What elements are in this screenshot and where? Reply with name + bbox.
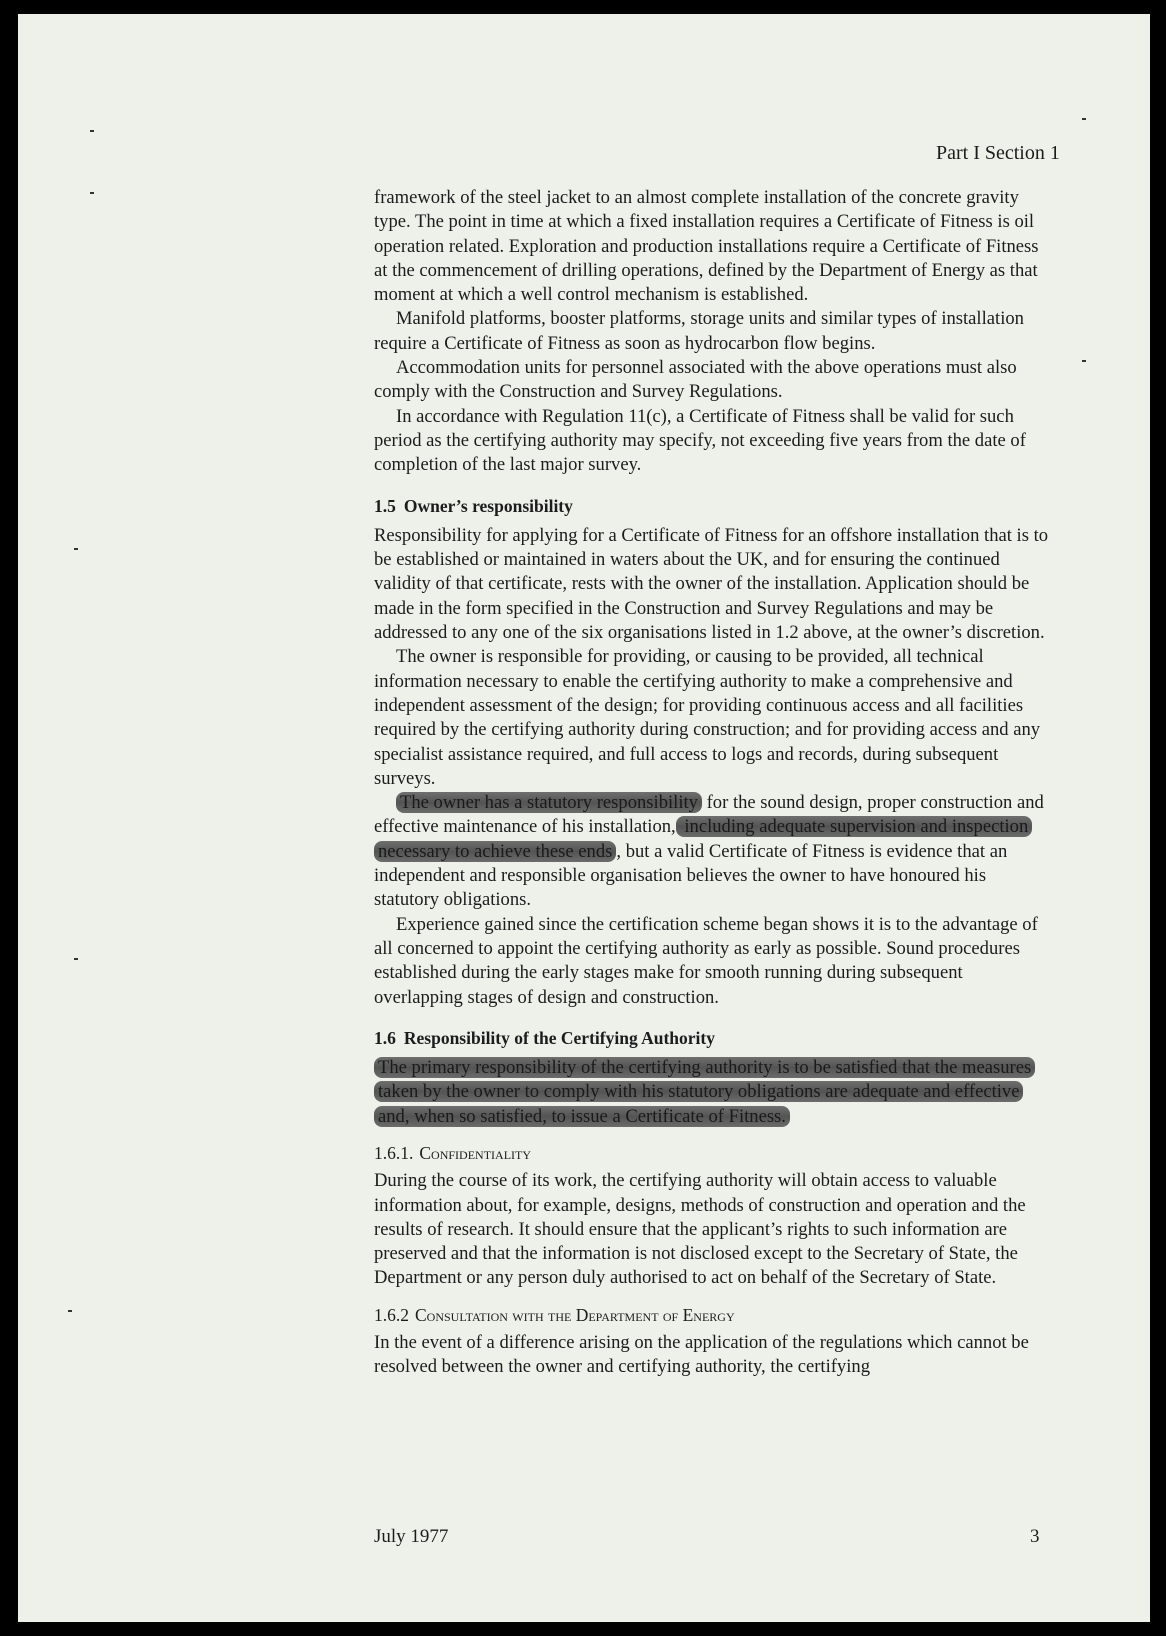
paragraph: Accommodation units for personnel associated with the above operations must also comply with the Construction and Survey Regulations. [374,357,1017,403]
body-text [374,186,1054,1380]
section-heading-1-5 [374,494,1054,518]
subsection-heading-1-6-2 [374,1303,1054,1327]
section-number: 1.6 [374,1027,396,1048]
subsection-number: 1.6.1. [374,1142,414,1163]
paragraph: framework of the steel jacket to an almost complete installation of the concrete gravity type. The point in time at which a fixed installation requires a Certificate of Fitness is oil operation related. Exploration and production installations require a Certificate of Fitness at the commencement of drilling operations, defined by the Department of Energy as that moment at which a well control mechanism is established. [374,187,1039,306]
scanned-page [18,14,1150,1622]
paragraph: In accordance with Regulation 11(c), a Certificate of Fitness shall be valid for such period as the certifying authority may specify, not exceeding five years from the date of completion of the last major survey. [374,405,1026,476]
running-head: Part I Section 1 [936,142,1060,164]
paragraph: Experience gained since the certification scheme began shows it is to the advantage of all concerned to appoint the certifying authority as early as possible. Sound procedures established during the early stages make for smooth running during subsequent overlapping stages of design and construction. [374,913,1038,1008]
paragraph [374,791,1054,912]
paragraph: Responsibility for applying for a Certificate of Fitness for an offshore installation that is to be established or maintained in waters about the UK, and for ensuring the continued validity of that certificate, rests with the owner of the installation. Application should be made in the form specified in the Construction and Survey Regulations and may be addressed to any one of the six organisations listed in 1.2 above, at the owner’s discretion. [374,524,1049,644]
section-title: Responsibility of the Certifying Authority [403,1027,715,1048]
subsection-title: Consultation with the Department of Energy [415,1304,735,1325]
scan-speck [74,548,78,550]
page-number: 3 [1030,1526,1040,1547]
subsection-number: 1.6.2 [374,1304,409,1325]
paragraph: During the course of its work, the certifying authority will obtain access to valuable information about, for example, designs, methods of construction and operation and the results of research. It should ensure that the applicant’s rights to such information are preserved and that the information is not disclosed except to the Secretary of State, the Department or any person duly authorised to act on behalf of the Secretary of State. [374,1170,1026,1289]
scan-speck [90,192,94,194]
scan-speck [1082,118,1086,120]
highlighted-text: including adequate supervision and inspection necessary to achieve these ends [374,816,1032,861]
paragraph: Manifold platforms, booster platforms, storage units and similar types of installation require a Certificate of Fitness as soon as hydrocarbon flow begins. [374,308,1024,354]
scan-speck [74,958,78,960]
subsection-title: Confidentiality [419,1142,532,1163]
highlighted-text: The primary responsibility of the certifying authority is to be satisfied that the measures taken by the owner to comply with his statutory obligations are adequate and effective and, when so satisfied, to issue a Certificate of Fitness. [374,1057,1035,1127]
footer-date: July 1977 [374,1526,449,1547]
scan-speck [1082,360,1086,362]
section-heading-1-6 [374,1026,1054,1050]
paragraph: In the event of a difference arising on the application of the regulations which cannot be resolved between the owner and certifying authority, the certifying [374,1332,1029,1378]
paragraph-text: , but a valid Certificate of Fitness is evidence that an independent and responsible organisation believes the owner to have honoured his statutory obligations. [374,840,1008,911]
scan-speck [90,130,94,132]
subsection-heading-1-6-1 [374,1141,1054,1165]
section-number: 1.5 [374,495,396,516]
scan-speck [68,1310,72,1312]
paragraph [374,1056,1054,1129]
paragraph-text: for the sound design, proper construction and effective maintenance of his installation, [374,792,1044,838]
highlighted-text: The owner has a statutory responsibility [396,792,702,813]
paragraph: The owner is responsible for providing, or causing to be provided, all technical information necessary to enable the certifying authority to make a comprehensive and independent assessment of the design; for providing continuous access and all facilities required by the certifying authority during construction; and for providing access and any specialist assistance required, and full access to logs and records, during subsequent surveys. [374,646,1041,789]
section-title: Owner’s responsibility [403,495,573,516]
